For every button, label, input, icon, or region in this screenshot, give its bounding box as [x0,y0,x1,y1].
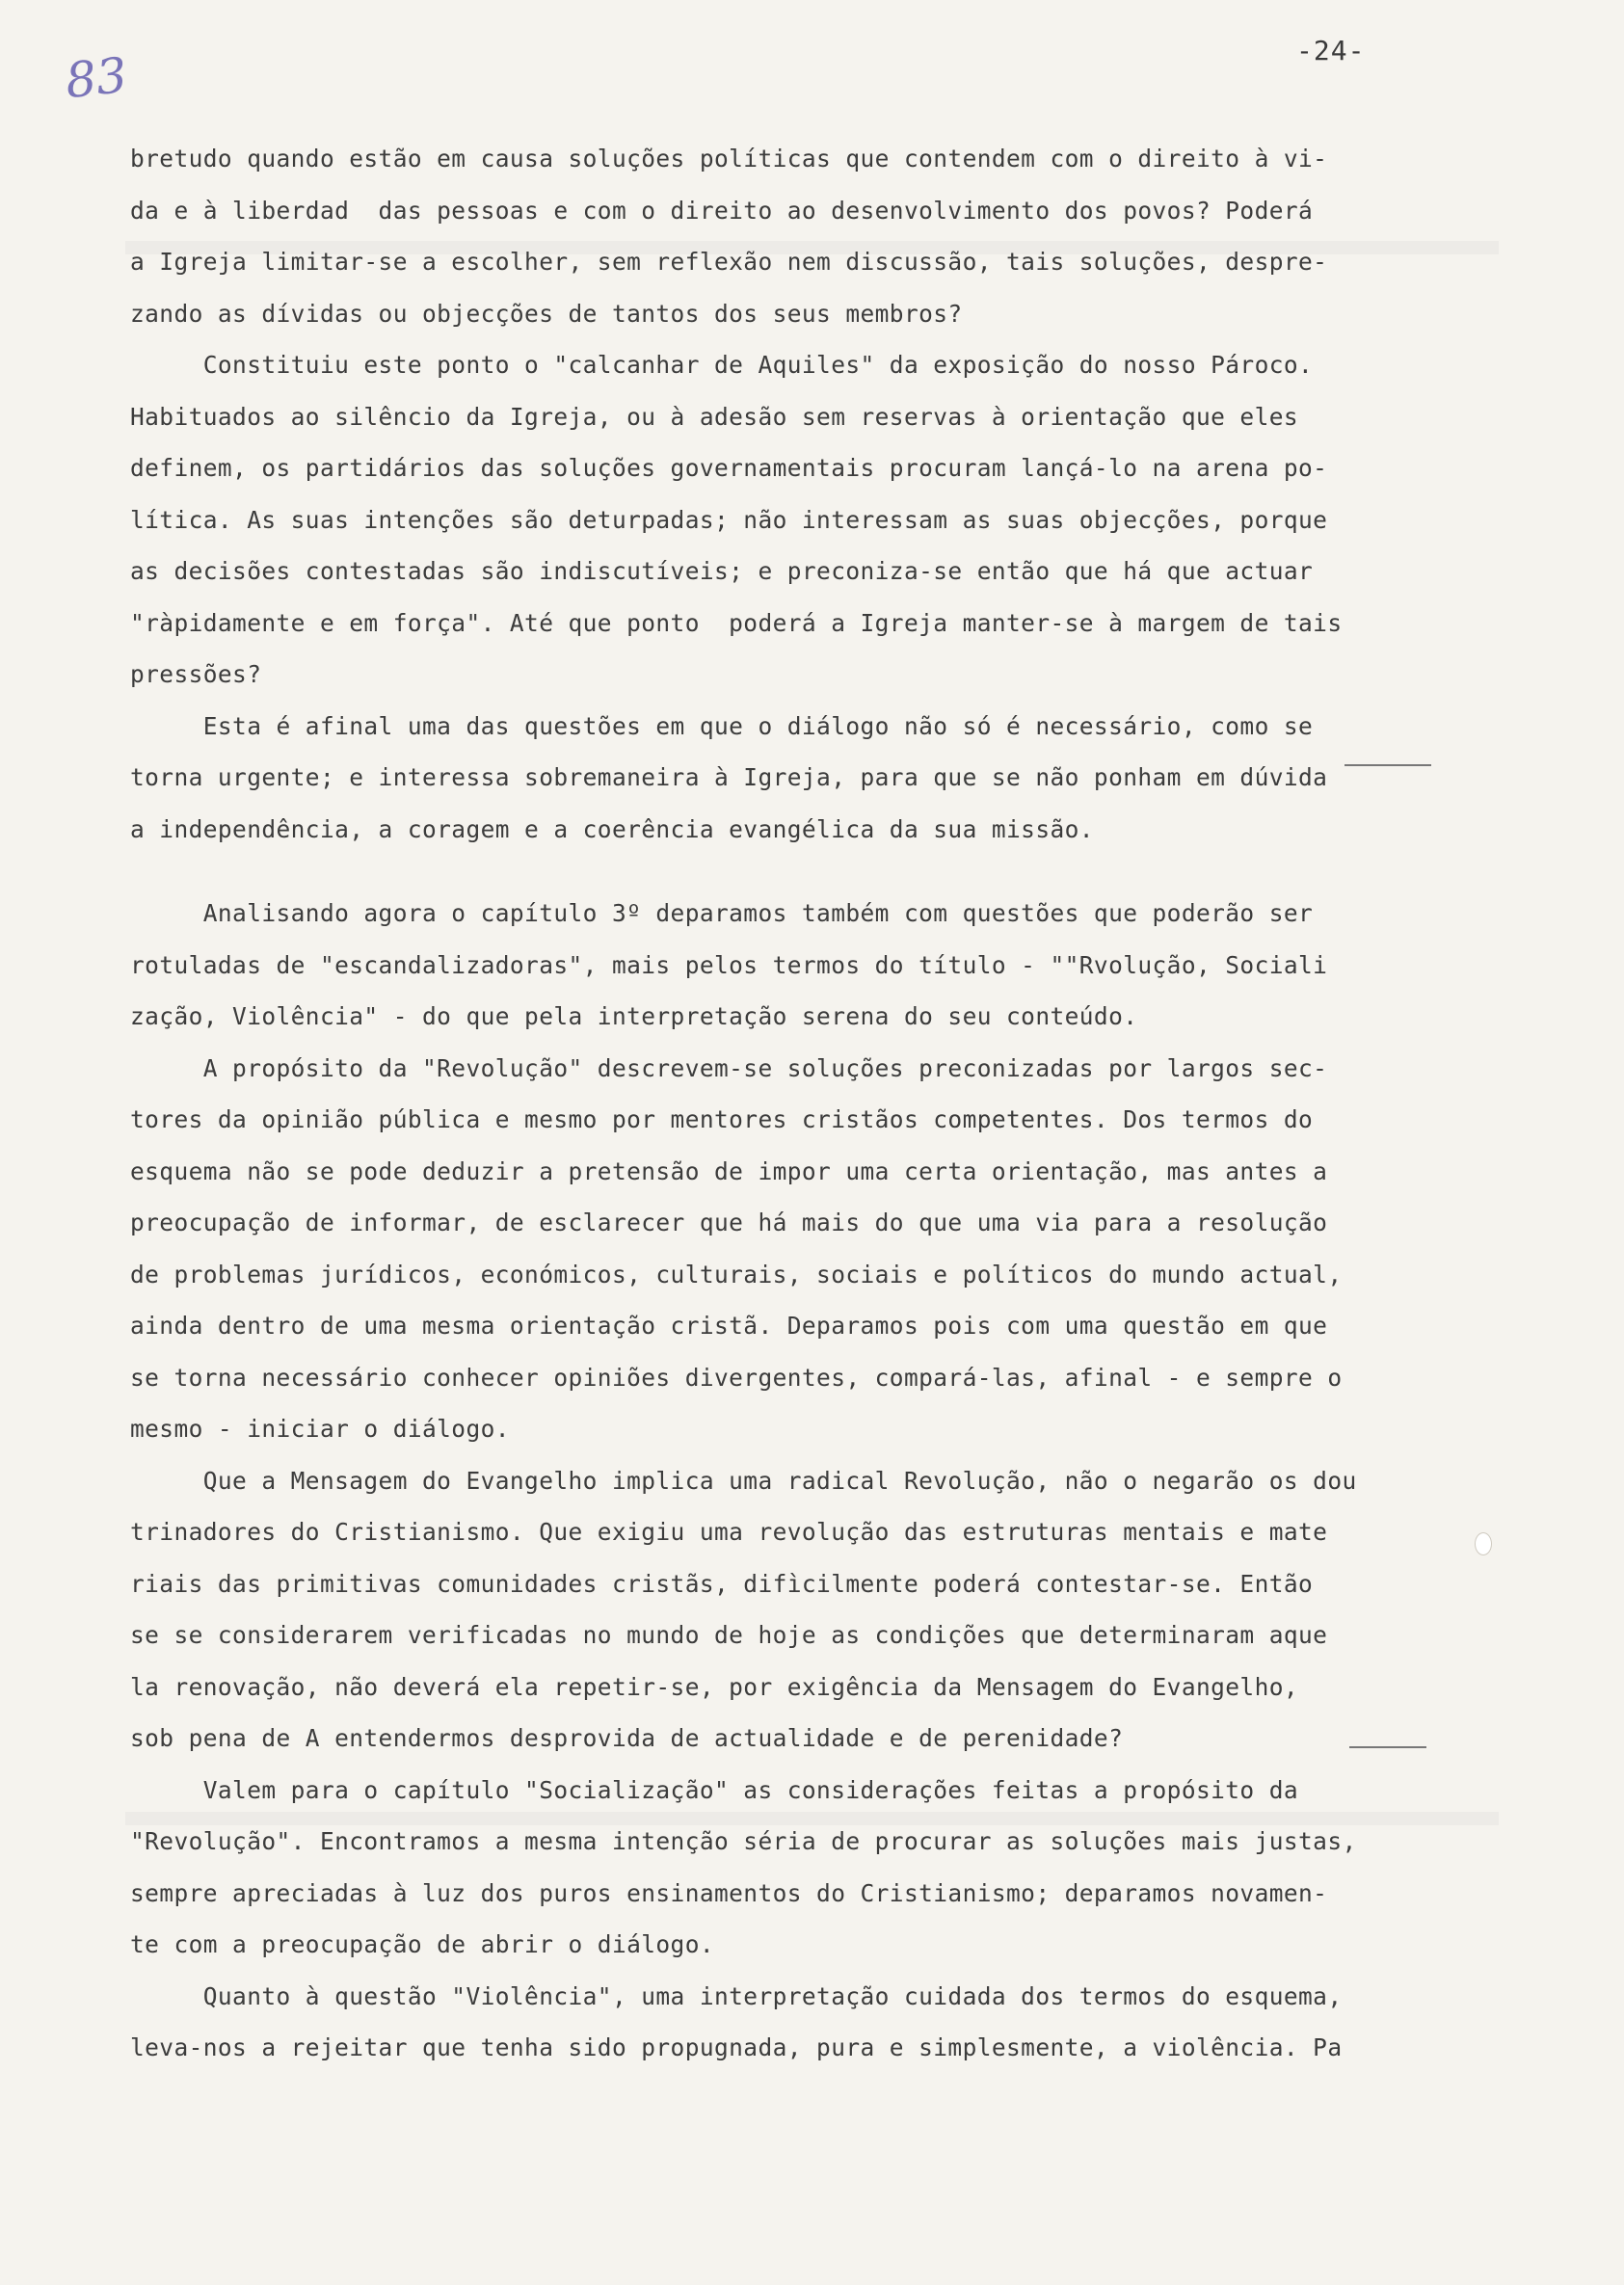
text-line: "Revolução". Encontramos a mesma intenção séria de procurar as soluções mais justas, [130,1827,1357,1855]
text-line: zando as dívidas ou objecções de tantos dos seus membros? [130,299,963,328]
text-line: la renovação, não deverá ela repetir-se, por exigência da Mensagem do Evangelho, [130,1672,1299,1701]
text-line: definem, os partidários das soluções governamentais procuram lançá-lo na arena po- [130,454,1328,482]
text-line: preocupação de informar, de esclarecer que há mais do que uma via para a resolução [130,1209,1328,1236]
text-line: da e à liberdad das pessoas e com o direito ao desenvolvimento dos povos? Poderá [130,196,1314,225]
text-line: Quanto à questão "Violência", uma interpretação cuidada dos termos do esquema, [130,1981,1343,2010]
text-line: a independência, a coragem e a coerência evangélica da sua missão. [130,814,1094,843]
text-line: "ràpidamente e em força". Até que ponto poderá a Igreja manter-se à margem de tais [130,608,1343,637]
text-line: Valem para o capítulo "Socialização" as considerações feitas a propósito da [130,1775,1299,1804]
text-line: Que a Mensagem do Evangelho implica uma radical Revolução, não o negarão os dou [130,1466,1357,1495]
text-line: Constituiu este ponto o "calcanhar de Aquiles" da exposição do nosso Pároco. [130,351,1314,379]
text-line: sob pena de A entendermos desprovida de actualidade e de perenidade? [130,1724,1124,1752]
text-line: leva-nos a rejeitar que tenha sido propugnada, pura e simplesmente, a violência. Pa [130,2033,1343,2061]
handwritten-page-number: 83 [63,46,130,110]
typed-page-number: -24- [1296,35,1366,66]
text-line: riais das primitivas comunidades cristãs, difìcilmente poderá contestar-se. Então [130,1569,1314,1598]
text-line: Analisando agora o capítulo 3º deparamos também com questões que poderão ser [130,899,1314,927]
text-line: Esta é afinal uma das questões em que o diálogo não só é necessário, como se [130,711,1314,740]
text-line: torna urgente; e interessa sobremaneira à Igreja, para que se não ponham em dúvida [130,763,1328,791]
text-line: bretudo quando estão em causa soluções políticas que contendem com o direito à vi- [130,145,1328,173]
text-line: se torna necessário conhecer opiniões divergentes, compará-las, afinal - e sempre o [130,1363,1343,1392]
text-line: A propósito da "Revolução" descrevem-se soluções preconizadas por largos sec- [130,1053,1328,1082]
text-line: sempre apreciadas à luz dos puros ensinamentos do Cristianismo; deparamos novamen- [130,1878,1328,1907]
text-line: as decisões contestadas são indiscutíveis; e preconiza-se então que há que actuar [130,557,1314,585]
punch-hole [1475,1532,1492,1555]
paragraph-gap [130,855,1393,888]
text-line: se se considerarem verificadas no mundo de hoje as condições que determinaram aque [130,1621,1328,1649]
text-line: lítica. As suas intenções são deturpadas; não interessam as suas objecções, porque [130,505,1328,534]
text-line: zação, Violência" - do que pela interpretação serena do seu conteúdo. [130,1002,1138,1030]
text-line: pressões? [130,660,262,688]
text-line: esquema não se pode deduzir a pretensão de impor uma certa orientação, mas antes a [130,1156,1328,1185]
text-line: te com a preocupação de abrir o diálogo. [130,1930,715,1958]
text-line: Habituados ao silêncio da Igreja, ou à adesão sem reservas à orientação que eles [130,402,1299,431]
text-line: trinadores do Cristianismo. Que exigiu uma revolução das estruturas mentais e mate [130,1518,1328,1546]
typed-body-text [130,133,1393,2074]
text-line: a Igreja limitar-se a escolher, sem reflexão nem discussão, tais soluções, despre- [130,248,1328,276]
text-line: de problemas jurídicos, económicos, culturais, sociais e políticos do mundo actual, [130,1260,1343,1289]
text-line: tores da opinião pública e mesmo por mentores cristãos competentes. Dos termos do [130,1105,1314,1133]
text-line: mesmo - iniciar o diálogo. [130,1415,510,1443]
text-line: ainda dentro de uma mesma orientação cristã. Deparamos pois com uma questão em que [130,1312,1328,1340]
text-line: rotuladas de "escandalizadoras", mais pelos termos do título - ""Rvolução, Sociali [130,950,1328,979]
